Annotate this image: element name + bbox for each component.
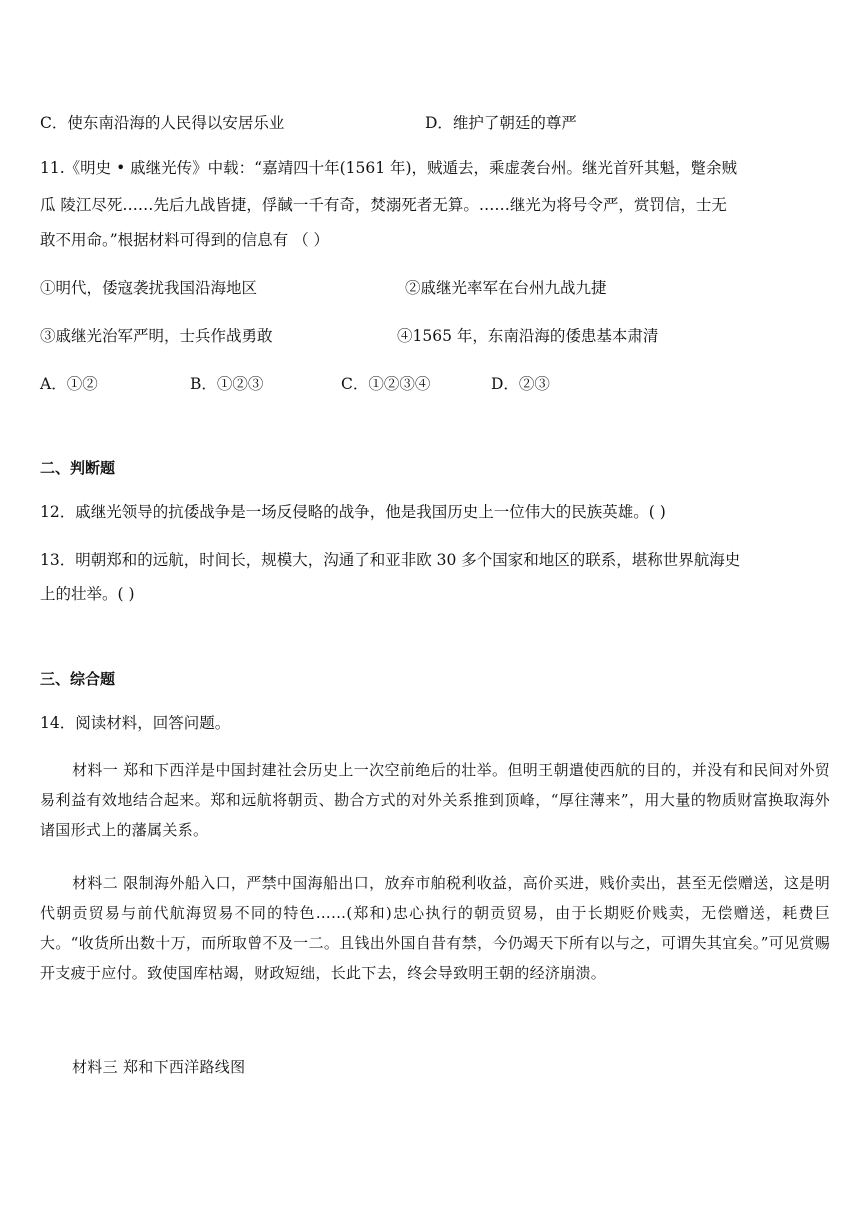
q11-option-c: C．①②③④ [341,375,431,393]
q11-stem-line2: 瓜 陵江尽死……先后九战皆捷，俘馘一千有奇，焚溺死者无算。……继光为将号令严，赏罚信，士无 [40,196,727,214]
q11-stem-line3: 敢不用命。”根据材料可得到的信息有 （ ） [40,231,330,249]
q11-option-a: A．①② [40,375,98,393]
question-12: 12．戚继光领导的抗倭战争是一场反侵略的战争，他是我国历史上一位伟大的民族英雄。( ) [40,503,666,521]
question-13-line1: 13．明朝郑和的远航，时间长，规模大，沟通了和亚非欧 30 多个国家和地区的联系，堪称世界航海史 [40,551,741,569]
question-14: 14．阅读材料，回答问题。 [40,714,231,732]
question-13-line2: 上的壮举。( ) [40,585,135,603]
material-2 [40,868,830,988]
material-2-text: 材料二 限制海外船入口，严禁中国海船出口，放弃市舶税利收益，高价买进，贱价卖出，甚至无偿赠送，这是明代朝贡贸易与前代航海贸易不同的特色……(郑和)忠心执行的朝贡贸易，由于长期贬价贱卖，无偿赠送，耗费巨大。“收货所出数十万，而所取曾不及一二。且钱出外国自昔有禁，今仍竭天下所有以与之，可谓失其宜矣。”可见赏赐开支疲于应付。致使国库枯竭，财政短绌，长此下去，终会导致明王朝的经济崩溃。 [40,874,830,982]
q10-option-c: C．使东南沿海的人民得以安居乐业 [40,114,285,132]
material-1-text: 材料一 郑和下西洋是中国封建社会历史上一次空前绝后的壮举。但明王朝遣使西航的目的，并没有和民间对外贸易利益有效地结合起来。郑和远航将朝贡、勘合方式的对外关系推到顶峰，“厚往薄来”，用大量的物质财富换取海外诸国形式上的藩属关系。 [40,761,830,839]
q11-statement-3: ③戚继光治军严明，士兵作战勇敢 [40,327,273,345]
material-3 [40,1052,830,1082]
q11-statement-2: ②戚继光率军在台州九战九捷 [405,279,607,297]
q11-stem-line1: 11.《明史 • 戚继光传》中载：“嘉靖四十年(1561 年)，贼遁去，乘虚袭台州。继光首歼其魁，蹩余贼 [40,159,738,177]
material-3-text: 材料三 郑和下西洋路线图 [72,1058,246,1076]
q11-statement-4: ④1565 年，东南沿海的倭患基本肃清 [397,327,659,345]
q11-option-b: B．①②③ [190,375,264,393]
section-3-title: 三、综合题 [40,670,116,688]
q10-option-d: D．维护了朝廷的尊严 [425,114,577,132]
q11-statement-1: ①明代，倭寇袭扰我国沿海地区 [40,279,258,297]
material-1 [40,755,830,845]
q11-option-d: D．②③ [491,375,550,393]
section-2-title: 二、判断题 [40,459,116,477]
